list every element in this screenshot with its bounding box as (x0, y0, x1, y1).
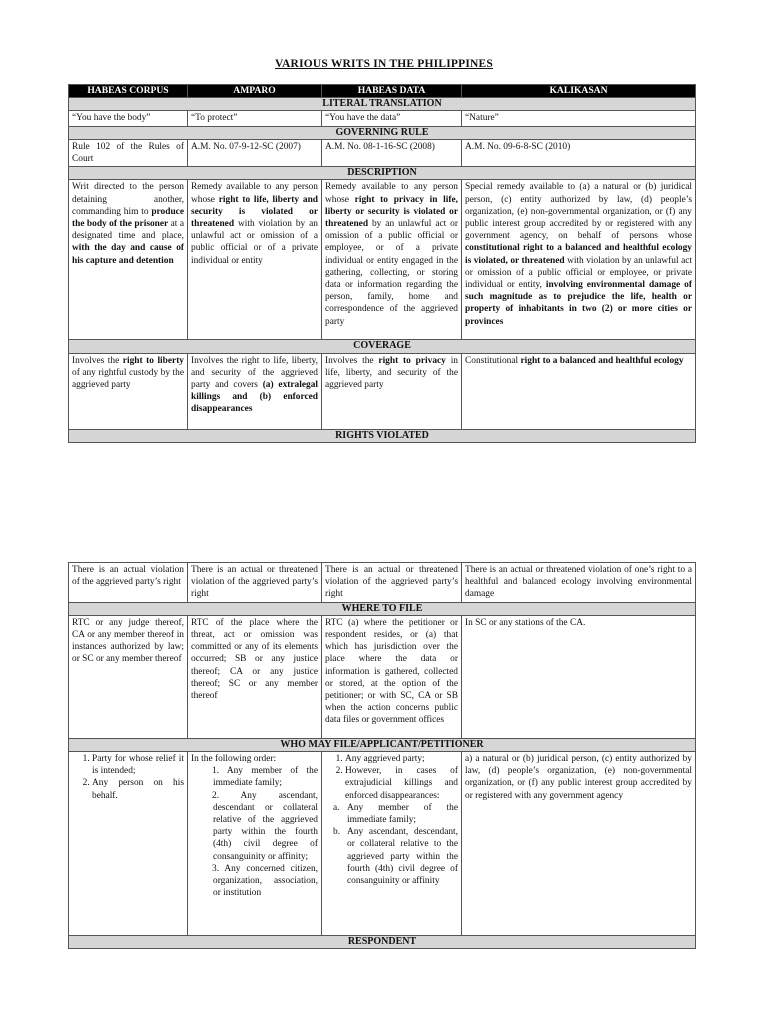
list-item: a. Any member of the immediate family; (333, 802, 458, 826)
section-literal-translation: LITERAL TRANSLATION (69, 98, 696, 111)
coverage-amparo: Involves the right to life, liberty, and security of the aggrieved party and covers (a) extralegal killings and (b) enforced disappearances (188, 353, 322, 429)
list-item: 1. Party for whose relief it is intended; (92, 753, 184, 777)
who-amparo-intro: In the following order: (191, 754, 277, 765)
where-kalikasan: In SC or any stations of the CA. (462, 615, 696, 738)
coverage-habeas-data: Involves the right to privacy in life, liberty, and security of the aggrieved party (322, 353, 462, 429)
list-item: 2. Any person on his behalf. (92, 777, 184, 801)
section-respondent: RESPONDENT (69, 936, 696, 949)
list-item: 1. Any aggrieved party; (345, 753, 458, 765)
writs-table-top (68, 84, 696, 443)
rights-row (69, 563, 696, 603)
rights-habeas-corpus: There is an actual violation of the aggrieved party’s right (69, 563, 188, 603)
column-header-amparo: AMPARO (188, 85, 322, 98)
who-habeas-data (322, 752, 462, 936)
coverage-habeas-corpus: Involves the right to liberty of any rightful custody by the aggrieved party (69, 353, 188, 429)
description-amparo: Remedy available to any person whose right to life, liberty and security is violated or threatened with violation by an unlawful act or omission of a public official or of a private individual or entity (188, 180, 322, 340)
column-header-habeas-data: HABEAS DATA (322, 85, 462, 98)
rights-habeas-data: There is an actual or threatened violation of the aggrieved party’s right (322, 563, 462, 603)
rule-habeas-corpus: Rule 102 of the Rules of Court (69, 139, 188, 166)
section-coverage: COVERAGE (69, 340, 696, 353)
rule-kalikasan: A.M. No. 09-6-8-SC (2010) (462, 139, 696, 166)
section-description: DESCRIPTION (69, 167, 696, 180)
who-habeas-data-sublist (325, 802, 458, 887)
rights-amparo: There is an actual or threatened violation of the aggrieved party’s right (188, 563, 322, 603)
rights-kalikasan: There is an actual or threatened violation of one’s right to a healthful and balanced ecology involving environmental damage (462, 563, 696, 603)
list-item: b. Any ascendant, descendant, or collateral relative to the aggrieved party within the fourth (4th) civil degree of consanguinity or affinity (333, 827, 458, 887)
coverage-row (69, 353, 696, 429)
literal-habeas-corpus: “You have the body” (69, 111, 188, 126)
list-item: 2. However, in cases of extrajudicial killings and enforced disappearances: (345, 765, 458, 802)
literal-kalikasan: “Nature” (462, 111, 696, 126)
who-habeas-data-list (325, 753, 458, 802)
rule-row (69, 139, 696, 166)
column-header-kalikasan: KALIKASAN (462, 85, 696, 98)
where-habeas-data: RTC (a) where the petitioner or respondent resides, or (a) that which has jurisdiction over the place where the data or information is gathered, collected or stored, at the option of the petitioner; or with SC, CA or SB when the action concerns public data files or government offices (322, 615, 462, 738)
section-where-to-file: WHERE TO FILE (69, 602, 696, 615)
where-habeas-corpus: RTC or any judge thereof, CA or any member thereof in instances authorized by law; or SC or any member thereof (69, 615, 188, 738)
coverage-kalikasan: Constitutional right to a balanced and healthful ecology (462, 353, 696, 429)
who-habeas-corpus (69, 752, 188, 936)
column-header-row (69, 85, 696, 98)
list-item: 2. Any ascendant, descendant or collateral relative of the aggrieved party within the fourth (4th) civil degree of consanguinity or affinity; (212, 790, 318, 862)
description-habeas-corpus: Writ directed to the person detaining another, commanding him to produce the body of the prisoner at a designated time and place, with the day and cause of his capture and detention (69, 180, 188, 340)
section-governing-rule: GOVERNING RULE (69, 126, 696, 139)
where-row (69, 615, 696, 738)
description-row (69, 180, 696, 340)
who-habeas-corpus-list (72, 753, 184, 802)
description-kalikasan: Special remedy available to (a) a natural or (b) juridical person, (c) entity authorized by law, (d) people’s organization, (e) non-governmental organization, or (f) any public interest group accredited by or registered with any government agency, on behalf of persons whose constitutional right to a balanced and healthful ecology is violated, or threatened with violation by an unlawful act or omission of a public official or employee, or private individual or entity, involving environmental damage of such magnitude as to prejudice the life, health or property of inhabitants in two (2) or more cities or provinces (462, 180, 696, 340)
who-kalikasan: a) a natural or (b) juridical person, (c) entity authorized by law, (d) people’s organization, (e) non-governmental organization, or (f) any public interest group accredited by or registered with any government agency (462, 752, 696, 936)
rule-habeas-data: A.M. No. 08-1-16-SC (2008) (322, 139, 462, 166)
list-item: 1. Any member of the immediate family; (212, 766, 318, 789)
literal-amparo: “To protect” (188, 111, 322, 126)
who-row (69, 752, 696, 936)
literal-habeas-data: “You have the data” (322, 111, 462, 126)
rule-amparo: A.M. No. 07-9-12-SC (2007) (188, 139, 322, 166)
writs-table-bottom (68, 562, 696, 949)
literal-row (69, 111, 696, 126)
section-who-may-file: WHO MAY FILE/APPLICANT/PETITIONER (69, 738, 696, 751)
column-header-habeas-corpus: HABEAS CORPUS (69, 85, 188, 98)
who-amparo-list (191, 765, 318, 899)
who-amparo (188, 752, 322, 936)
list-item: 3. Any concerned citizen, organization, association, or institution (212, 863, 318, 899)
where-amparo: RTC of the place where the threat, act or omission was committed or any of its elements occurred; SB or any justice thereof; CA or any justice thereof; SC or any member thereof (188, 615, 322, 738)
description-habeas-data: Remedy available to any person whose right to privacy in life, liberty or security is violated or threatened by an unlawful act or omission of a public official or employee, or of a private individual or entity engaged in the gathering, collecting, or storing data or information regarding the person, family, home and correspondence of the aggrieved party (322, 180, 462, 340)
document-title: VARIOUS WRITS IN THE PHILIPPINES (275, 58, 493, 70)
section-rights-violated: RIGHTS VIOLATED (69, 429, 696, 442)
